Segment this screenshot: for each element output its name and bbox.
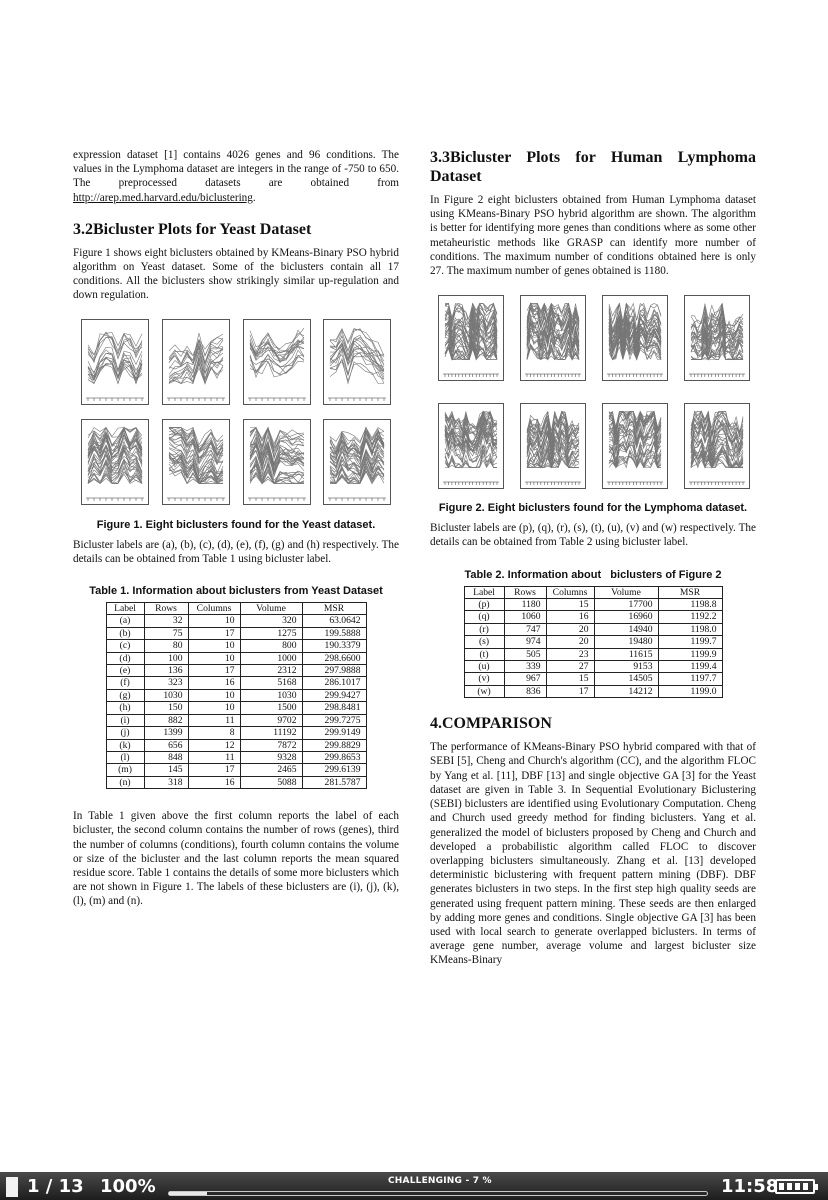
table-cell: (m) — [106, 764, 144, 776]
table-cell: 17 — [188, 665, 240, 677]
table-cell: 8 — [188, 727, 240, 739]
table-cell: 1199.0 — [658, 685, 722, 697]
section-3-2-title: 3.2Bicluster Plots for Yeast Dataset — [73, 220, 312, 238]
book-progress-label: CHALLENGING - 7 % — [388, 1176, 492, 1186]
table-cell: 199.5888 — [302, 627, 366, 639]
column-header: Volume — [240, 603, 302, 615]
column-header: MSR — [658, 586, 722, 598]
table-row — [106, 615, 366, 627]
table-cell: (s) — [464, 636, 504, 648]
table-cell: 7872 — [240, 739, 302, 751]
table-cell: 882 — [144, 714, 188, 726]
table-cell: (g) — [106, 689, 144, 701]
section-3-2-paragraph: Figure 1 shows eight biclusters obtained by KMeans-Binary PSO hybrid algorithm on Yeast dataset. Some of the biclusters contain all 17 conditions. All the biclusters show strikingly similar up-regulation and down regulation. — [73, 246, 399, 302]
table-row — [106, 627, 366, 639]
biclustering-link[interactable]: http://arep.med.harvard.edu/biclustering — [73, 191, 253, 204]
table-cell: 1180 — [504, 599, 546, 611]
table-cell: 1500 — [240, 702, 302, 714]
table-cell: 136 — [144, 665, 188, 677]
table-cell: (t) — [464, 648, 504, 660]
reader-status-bar — [0, 1172, 828, 1200]
table-cell: (d) — [106, 652, 144, 664]
table-cell: (q) — [464, 611, 504, 623]
table-cell: 14505 — [594, 673, 658, 685]
column-header: Rows — [504, 586, 546, 598]
reading-progress-fill — [169, 1192, 207, 1195]
table-cell: 145 — [144, 764, 188, 776]
table-1-paragraph: In Table 1 given above the first column reports the label of each bicluster, the second column contains the number of rows (genes), third the number of columns (conditions), fourth column contains the volume or size of the bicluster and the last column reports the mean squared residue score. Table 1 contains the details of some more biclusters which are not shown in Figure 1. The labels of these biclusters are (i), (j), (k), (l), (m) and (n). — [73, 810, 399, 908]
bookmark-icon[interactable] — [6, 1177, 18, 1197]
table-cell: 15 — [546, 599, 594, 611]
table-1-caption: Table 1. Information about biclusters from Yeast Dataset — [89, 585, 383, 598]
table-cell: 800 — [240, 640, 302, 652]
table-cell: 11615 — [594, 648, 658, 660]
table-cell: 505 — [504, 648, 546, 660]
table-cell: 12 — [188, 739, 240, 751]
figure-1-plots — [73, 319, 399, 509]
table-cell: 17 — [188, 764, 240, 776]
table-cell: 323 — [144, 677, 188, 689]
bicluster-plot — [81, 319, 149, 405]
table-cell: 1030 — [144, 689, 188, 701]
table-cell: (r) — [464, 623, 504, 635]
intro-text: expression dataset [1] contains 4026 genes and 96 conditions. The values in the Lymphoma dataset are integers in the range of -750 to 650. The preprocessed datasets are obtained from — [73, 149, 399, 190]
bicluster-plot — [162, 319, 230, 405]
table-cell: 11 — [188, 714, 240, 726]
table-row — [106, 665, 366, 677]
table-row — [106, 727, 366, 739]
table-cell: 16 — [546, 611, 594, 623]
table-cell: 23 — [546, 648, 594, 660]
table-row — [106, 714, 366, 726]
table-2-caption: Table 2. Information about biclusters of Figure 2 — [464, 568, 722, 581]
table-1 — [106, 602, 367, 789]
table-cell: 80 — [144, 640, 188, 652]
battery-cell — [787, 1183, 792, 1190]
table-row — [464, 685, 722, 697]
table-cell: 320 — [240, 615, 302, 627]
table-cell: (p) — [464, 599, 504, 611]
table-cell: 286.1017 — [302, 677, 366, 689]
figure-1-caption: Figure 1. Eight biclusters found for the Yeast dataset. — [96, 518, 376, 531]
clock: 11:58 — [721, 1176, 779, 1197]
table-row — [464, 599, 722, 611]
table-cell: (j) — [106, 727, 144, 739]
table-cell: 747 — [504, 623, 546, 635]
bicluster-plot — [162, 419, 230, 505]
battery-cell — [779, 1183, 784, 1190]
table-cell: 20 — [546, 636, 594, 648]
section-4-title: 4.COMPARISON — [430, 715, 552, 733]
table-row — [464, 648, 722, 660]
table-cell: 10 — [188, 640, 240, 652]
figure-2-caption: Figure 2. Eight biclusters found for the Lymphoma dataset. — [438, 502, 748, 515]
table-cell: 100 — [144, 652, 188, 664]
table-cell: 836 — [504, 685, 546, 697]
table-cell: 298.6600 — [302, 652, 366, 664]
table-row — [106, 751, 366, 763]
table-cell: 10 — [188, 615, 240, 627]
table-row — [464, 661, 722, 673]
table-cell: 9153 — [594, 661, 658, 673]
bicluster-plot — [438, 295, 504, 381]
table-cell: (l) — [106, 751, 144, 763]
table-cell: 27 — [546, 661, 594, 673]
table-row — [106, 689, 366, 701]
table-cell: (w) — [464, 685, 504, 697]
column-header: Volume — [594, 586, 658, 598]
table-row — [106, 652, 366, 664]
table-cell: 10 — [188, 652, 240, 664]
table-cell: (f) — [106, 677, 144, 689]
table-cell: 1275 — [240, 627, 302, 639]
table-cell: 2312 — [240, 665, 302, 677]
bicluster-plot — [81, 419, 149, 505]
table-cell: 5168 — [240, 677, 302, 689]
table-cell: 16960 — [594, 611, 658, 623]
table-cell: 299.8653 — [302, 751, 366, 763]
intro-paragraph — [73, 148, 399, 205]
table-cell: 17 — [188, 627, 240, 639]
table-cell: 1199.7 — [658, 636, 722, 648]
battery-icon — [775, 1179, 815, 1194]
table-cell: 299.9149 — [302, 727, 366, 739]
table-cell: 10 — [188, 702, 240, 714]
table-cell: 1198.0 — [658, 623, 722, 635]
table-row — [464, 636, 722, 648]
table-cell: 20 — [546, 623, 594, 635]
column-header: Columns — [546, 586, 594, 598]
table-cell: 17700 — [594, 599, 658, 611]
bicluster-plot — [323, 319, 391, 405]
table-1-header-row — [106, 603, 366, 615]
table-cell: 298.8481 — [302, 702, 366, 714]
table-cell: 299.7275 — [302, 714, 366, 726]
table-cell: 299.6139 — [302, 764, 366, 776]
table-cell: 318 — [144, 776, 188, 788]
table-cell: 1199.4 — [658, 661, 722, 673]
table-row — [106, 739, 366, 751]
bicluster-plot — [243, 319, 311, 405]
reading-progress-bar[interactable] — [168, 1191, 708, 1196]
section-4-paragraph: The performance of KMeans-Binary PSO hybrid compared with that of SEBI [5], Cheng and Church's algorithm (CC), and the algorithm FLOC by Yang et al. [11], DBF [13] and single objective GA [3] for the Yeast dataset are given in Table 3. In Sequential Evolutionary Biclustering (SEBI) biclusters are identified using Evolutionary Computation. Cheng and Church used greedy method for finding biclusters. Yang et al. generalized the model of biclusters proposed by Cheng and Church and developed a probabilistic algorithm called FLOC to discover overlapping biclusters simultaneously. Zhang et al. [13] developed deterministic biclustering with frequent pattern mining (DBF). DBF generates biclusters in two steps. In the first step high quality seeds are generated using frequent pattern mining. These seeds are then enlarged by adding more genes and conditions. Single objective GA [3] has been used with local search to generate overlapped biclusters. In terms of average gene number, average volume and largest bicluster size KMeans-Binary — [430, 741, 756, 967]
table-cell: 299.9427 — [302, 689, 366, 701]
bicluster-plot — [243, 419, 311, 505]
column-header: Rows — [144, 603, 188, 615]
table-cell: 656 — [144, 739, 188, 751]
table-cell: 1399 — [144, 727, 188, 739]
table-cell: (b) — [106, 627, 144, 639]
table-cell: 1198.8 — [658, 599, 722, 611]
table-row — [464, 623, 722, 635]
table-cell: 11 — [188, 751, 240, 763]
table-cell: 150 — [144, 702, 188, 714]
table-cell: 15 — [546, 673, 594, 685]
figure-2-plots — [430, 295, 756, 493]
bicluster-plot — [602, 295, 668, 381]
table-cell: 848 — [144, 751, 188, 763]
table-cell: 297.9888 — [302, 665, 366, 677]
table-2-header-row — [464, 586, 722, 598]
table-cell: 14212 — [594, 685, 658, 697]
table-cell: 2465 — [240, 764, 302, 776]
table-cell: 1199.9 — [658, 648, 722, 660]
table-cell: (e) — [106, 665, 144, 677]
table-cell: 1060 — [504, 611, 546, 623]
bicluster-plot — [602, 403, 668, 489]
table-cell: 281.5787 — [302, 776, 366, 788]
right-column — [430, 148, 756, 968]
table-cell: 9328 — [240, 751, 302, 763]
table-row — [106, 776, 366, 788]
bicluster-plot — [520, 403, 586, 489]
table-cell: 19480 — [594, 636, 658, 648]
bicluster-plot — [323, 419, 391, 505]
table-row — [106, 764, 366, 776]
table-cell: (h) — [106, 702, 144, 714]
column-header: Columns — [188, 603, 240, 615]
table-cell: 75 — [144, 627, 188, 639]
table-cell: 190.3379 — [302, 640, 366, 652]
table-cell: 10 — [188, 689, 240, 701]
table-cell: 16 — [188, 677, 240, 689]
table-row — [106, 640, 366, 652]
table-cell: (n) — [106, 776, 144, 788]
table-cell: 11192 — [240, 727, 302, 739]
section-3-3-paragraph: In Figure 2 eight biclusters obtained from Human Lymphoma dataset using KMeans-Binary PSO hybrid algorithm are shown. The algorithm is better for identifying more genes than conditions where as some other metaheuristic methods like GRASP can identify more number of conditions. The maximum number of conditions obtained here is only 27. The maximum number of genes obtained is 1180. — [430, 194, 756, 278]
table-row — [106, 702, 366, 714]
table-cell: 1000 — [240, 652, 302, 664]
table-cell: 5088 — [240, 776, 302, 788]
table-cell: 17 — [546, 685, 594, 697]
table-cell: 32 — [144, 615, 188, 627]
table-cell: 299.8829 — [302, 739, 366, 751]
column-header: MSR — [302, 603, 366, 615]
bicluster-plot — [684, 295, 750, 381]
table-cell: 1197.7 — [658, 673, 722, 685]
table-row — [464, 673, 722, 685]
table-cell: (v) — [464, 673, 504, 685]
table-row — [106, 677, 366, 689]
table-2 — [464, 586, 723, 699]
intro-end: . — [252, 191, 256, 204]
table-cell: 14940 — [594, 623, 658, 635]
table-2-block — [430, 569, 756, 699]
bicluster-plot — [438, 403, 504, 489]
page-indicator[interactable]: 1 / 13 — [27, 1176, 84, 1197]
table-cell: 9702 — [240, 714, 302, 726]
table-cell: 16 — [188, 776, 240, 788]
zoom-level[interactable]: 100% — [100, 1176, 156, 1197]
figure-1-paragraph: Bicluster labels are (a), (b), (c), (d), (e), (f), (g) and (h) respectively. The details can be obtained from Table 1 using bicluster label. — [73, 538, 399, 565]
table-row — [464, 611, 722, 623]
table-cell: 967 — [504, 673, 546, 685]
table-cell: 63.0642 — [302, 615, 366, 627]
table-cell: (a) — [106, 615, 144, 627]
left-column — [73, 148, 399, 909]
table-1-block — [73, 585, 399, 789]
figure-2-paragraph: Bicluster labels are (p), (q), (r), (s), (t), (u), (v) and (w) respectively. The details can be obtained from Table 2 using bicluster label. — [430, 522, 756, 549]
column-header: Label — [106, 603, 144, 615]
battery-cell — [803, 1183, 808, 1190]
bicluster-plot — [520, 295, 586, 381]
table-cell: 1030 — [240, 689, 302, 701]
table-cell: (u) — [464, 661, 504, 673]
table-cell: 974 — [504, 636, 546, 648]
table-cell: 339 — [504, 661, 546, 673]
table-cell: 1192.2 — [658, 611, 722, 623]
section-3-3-title: 3.3Bicluster Plots for Human Lymphoma Dataset — [430, 149, 756, 185]
table-cell: (k) — [106, 739, 144, 751]
bicluster-plot — [684, 403, 750, 489]
table-cell: (c) — [106, 640, 144, 652]
battery-cell — [795, 1183, 800, 1190]
column-header: Label — [464, 586, 504, 598]
table-cell: (i) — [106, 714, 144, 726]
